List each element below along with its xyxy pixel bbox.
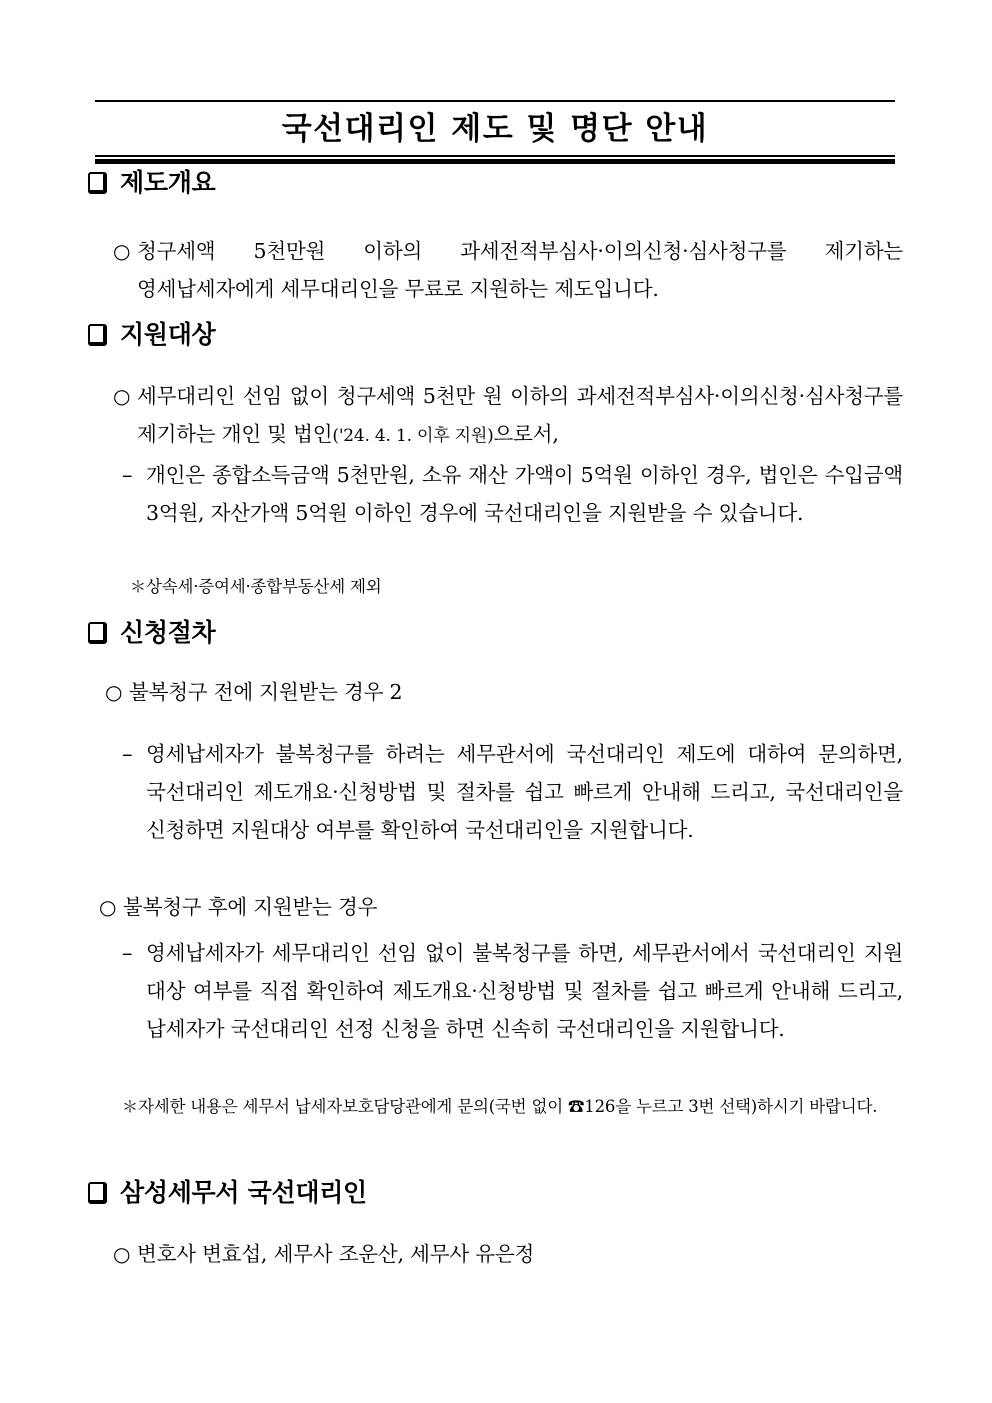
list-item-text-tail: 으로서, — [493, 422, 559, 446]
list-item — [122, 456, 903, 532]
note-item — [130, 570, 900, 604]
note-text — [138, 1090, 877, 1124]
section-representative-list — [0, 1180, 992, 1205]
dash-marker: – — [122, 742, 133, 766]
section-procedure — [0, 620, 992, 645]
bullet-marker: ○ — [113, 239, 131, 263]
list-item-text: 영세납세자가 불복청구를 하려는 세무관서에 국선대리인 제도에 대하여 문의하면, 국선대리인 제도개요·신청방법 및 절차를 쉽고 빠르게 안내해 드리고, 국선대리인을 신청하면 지원대상 여부를 확인하여 국선대리인을 지원합니다. — [146, 742, 903, 842]
section-box-icon — [88, 172, 107, 194]
telephone-icon: ☎ — [567, 1097, 585, 1116]
list-item-text: 불복청구 후에 지원받는 경우 — [123, 895, 378, 919]
note-text: 상속세·증여세·종합부동산세 제외 — [146, 577, 382, 596]
section-title-text: 지원대상 — [120, 320, 216, 349]
dash-marker: – — [122, 941, 133, 965]
section-box-icon — [88, 1182, 107, 1204]
section-heading-overview — [88, 170, 992, 195]
note-text-main: 자세한 내용은 세무서 납세자보호담당관에게 문의(국번 없이 — [138, 1097, 568, 1116]
section-title-text: 신청절차 — [120, 618, 216, 647]
note-text-tail: 126을 누르고 3번 선택)하시기 바랍니다. — [584, 1097, 878, 1116]
list-item — [113, 377, 903, 455]
list-item-text — [137, 377, 903, 455]
dash-marker: – — [122, 463, 133, 487]
section-heading-target — [88, 322, 992, 347]
list-item-text: 영세납세자가 세무대리인 선임 없이 불복청구를 하면, 세무관서에서 국선대리인 지원 대상 여부를 직접 확인하여 제도개요·신청방법 및 절차를 쉽고 빠르게 안내해 드리고, 납세자가 국선대리인 선정 신청을 하면 신속히 국선대리인을 지원합니다. — [146, 941, 903, 1041]
list-item — [105, 673, 903, 711]
list-item — [113, 232, 903, 308]
asterisk-marker: ＊ — [130, 577, 147, 596]
section-overview — [0, 170, 992, 195]
note-item — [122, 1090, 903, 1124]
bullet-marker: ○ — [113, 384, 131, 408]
section-box-icon — [88, 622, 107, 644]
section-box-icon — [88, 324, 107, 346]
section-target — [0, 322, 992, 347]
section-title-text: 삼성세무서 국선대리인 — [120, 1178, 367, 1207]
bullet-marker: ○ — [105, 680, 123, 704]
title-rule-bottom-thick — [95, 159, 895, 164]
list-item-text-paren: ('24. 4. 1. 이후 지원) — [332, 426, 494, 446]
section-heading-representative-list — [88, 1180, 992, 1205]
list-item — [122, 934, 903, 1048]
page-title: 국선대리인 제도 및 명단 안내 — [281, 111, 709, 147]
section-heading-procedure — [88, 620, 992, 645]
title-rule-bottom-thin — [95, 155, 895, 157]
list-item-text: 불복청구 전에 지원받는 경우 2 — [129, 680, 403, 704]
title-block — [95, 100, 895, 164]
bullet-marker: ○ — [99, 895, 117, 919]
section-title-text: 제도개요 — [120, 168, 216, 197]
list-item-text: 개인은 종합소득금액 5천만원, 소유 재산 가액이 5억원 이하인 경우, 법인은 수입금액 3억원, 자산가액 5억원 이하인 경우에 국선대리인을 지원받을 수 있습니다. — [146, 463, 903, 525]
asterisk-marker: ＊ — [122, 1097, 139, 1116]
list-item-text-main: 세무대리인 선임 없이 청구세액 5천만 원 이하의 과세전적부심사·이의신청·심사청구를 제기하는 개인 및 법인 — [137, 384, 903, 446]
list-item-text: 변호사 변효섭, 세무사 조운산, 세무사 유은정 — [137, 1242, 535, 1266]
list-item — [122, 735, 903, 849]
bullet-marker: ○ — [113, 1242, 131, 1266]
list-item-text: 청구세액 5천만원 이하의 과세전적부심사·이의신청·심사청구를 제기하는 영세납세자에게 세무대리인을 무료로 지원하는 제도입니다. — [137, 239, 903, 301]
list-item — [99, 888, 903, 926]
list-item — [113, 1235, 903, 1273]
